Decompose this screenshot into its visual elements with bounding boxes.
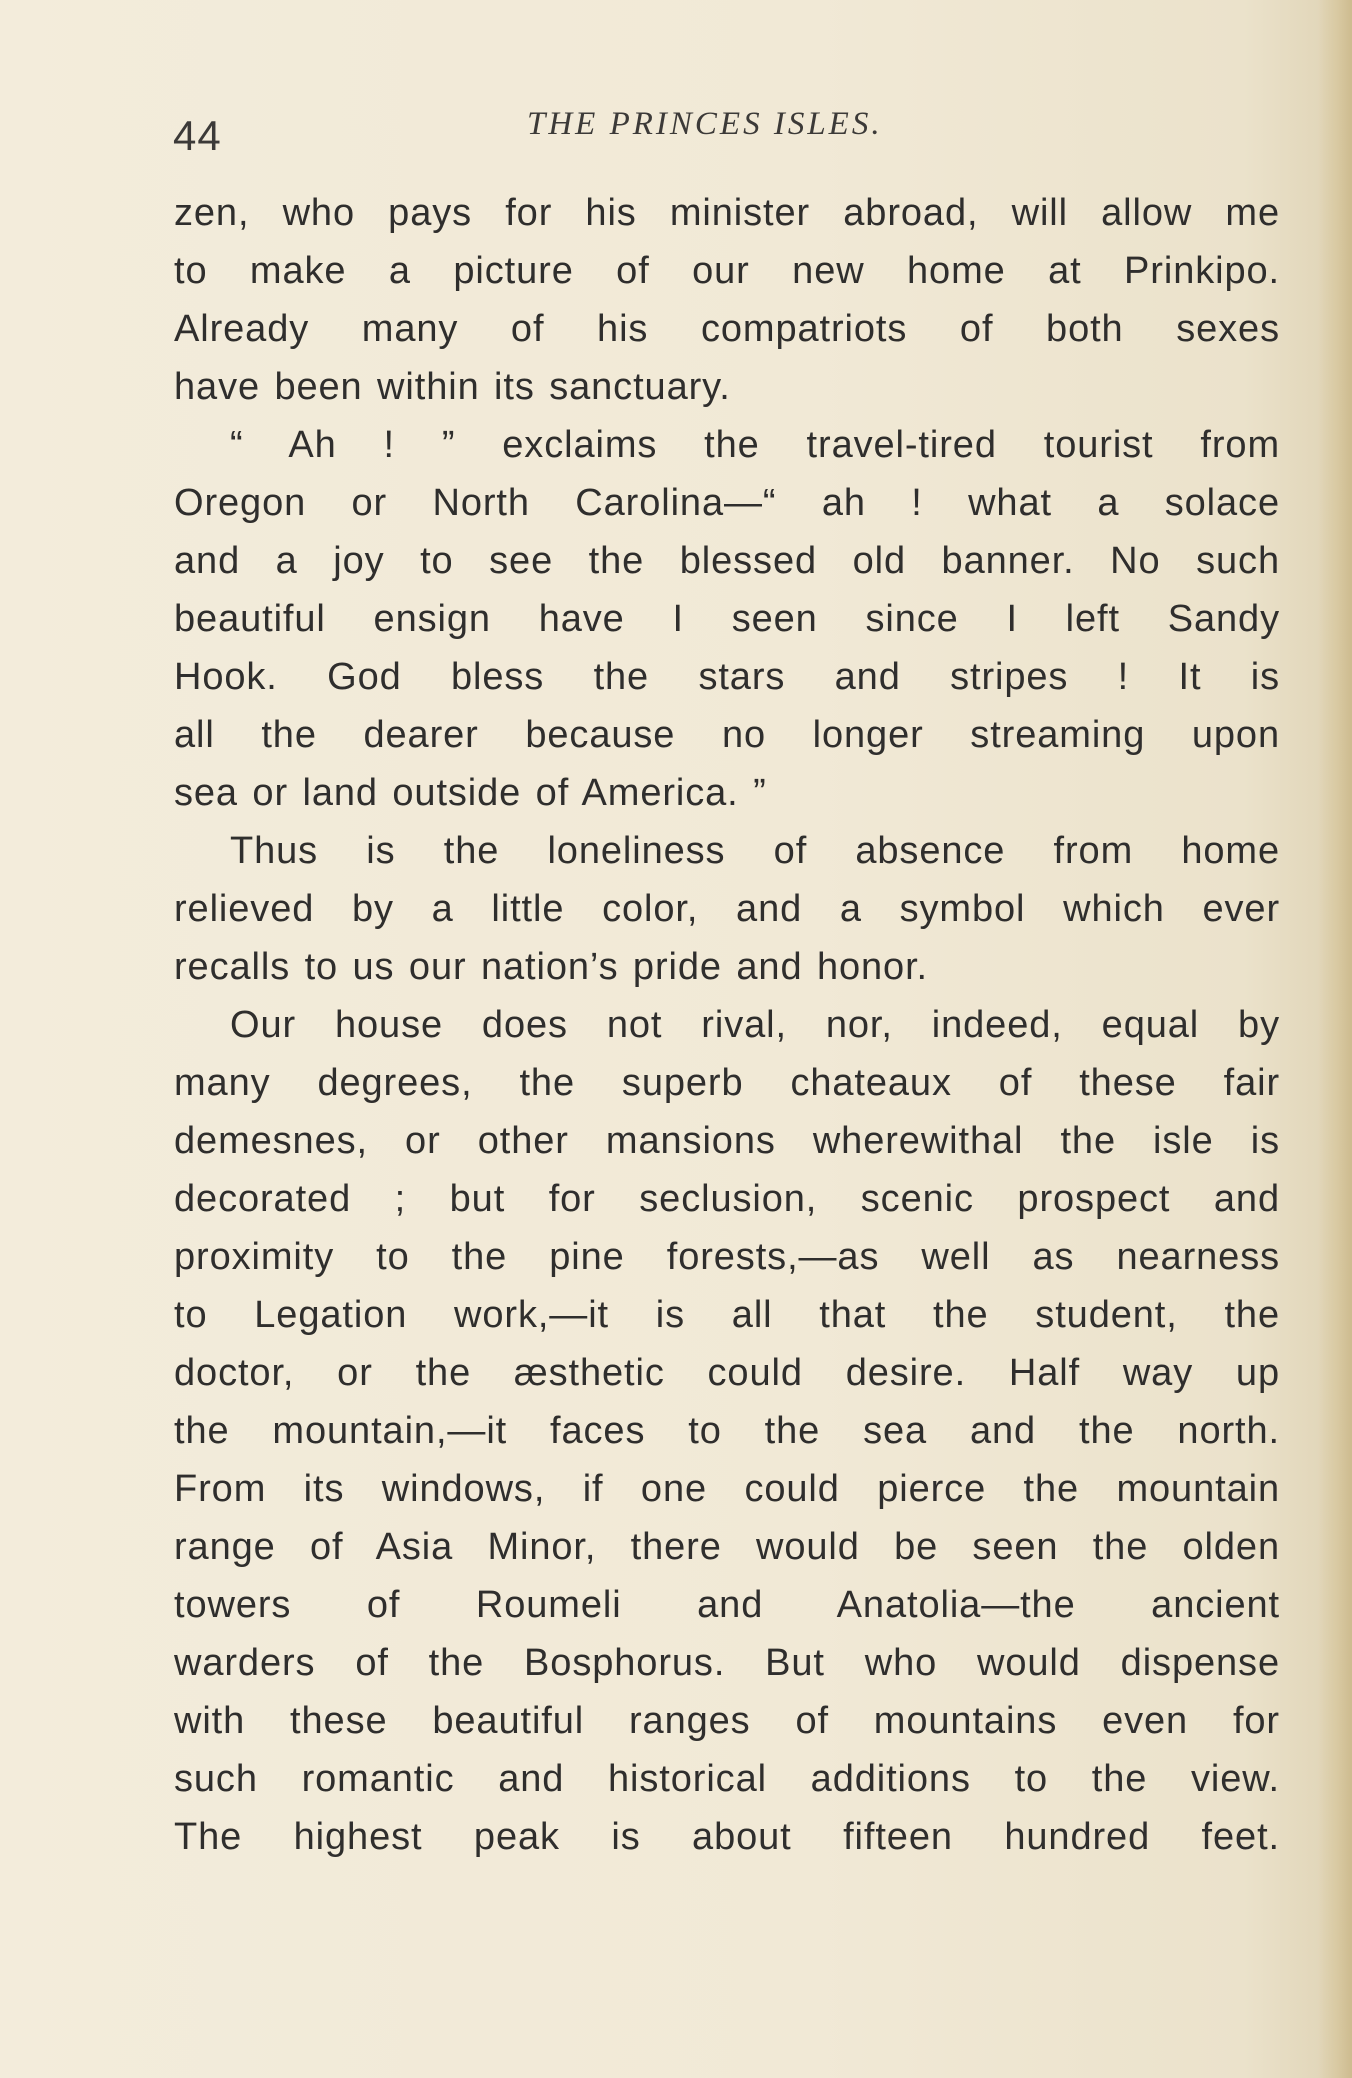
text-line: decorated ; but for seclusion, scenic prospect and: [174, 1178, 1280, 1220]
text-line: and a joy to see the blessed old banner. No such: [174, 540, 1280, 582]
text-line: From its windows, if one could pierce the mountain: [174, 1468, 1280, 1510]
text-line: “ Ah ! ” exclaims the travel-tired tourist from: [230, 424, 1280, 466]
page-header: [0, 100, 1352, 160]
text-line: relieved by a little color, and a symbol which ever: [174, 888, 1280, 930]
text-line: to Legation work,—it is all that the student, the: [174, 1294, 1280, 1336]
text-line: warders of the Bosphorus. But who would dispense: [174, 1642, 1280, 1684]
text-line: beautiful ensign have I seen since I left Sandy: [174, 598, 1280, 640]
text-line: range of Asia Minor, there would be seen the olden: [174, 1526, 1280, 1568]
text-line: Our house does not rival, nor, indeed, equal by: [230, 1004, 1280, 1046]
text-line: all the dearer because no longer streaming upon: [174, 714, 1280, 756]
text-line: Thus is the loneliness of absence from home: [230, 830, 1280, 872]
text-line: demesnes, or other mansions wherewithal the isle is: [174, 1120, 1280, 1162]
text-line: zen, who pays for his minister abroad, will allow me: [174, 192, 1280, 234]
body-text: [174, 184, 1280, 1866]
text-line: with these beautiful ranges of mountains even for: [174, 1700, 1280, 1742]
text-line: The highest peak is about fifteen hundred feet.: [174, 1816, 1280, 1858]
text-line: such romantic and historical additions to the view.: [174, 1758, 1280, 1800]
text-line: Oregon or North Carolina—“ ah ! what a solace: [174, 482, 1280, 524]
text-line: to make a picture of our new home at Prinkipo.: [174, 250, 1280, 292]
page-number: 44: [173, 112, 222, 159]
text-line: sea or land outside of America. ”: [174, 772, 767, 814]
page-edge-shadow: [1318, 0, 1352, 2078]
text-line: have been within its sanctuary.: [174, 366, 731, 408]
running-title: THE PRINCES ISLES.: [527, 106, 883, 142]
text-line: towers of Roumeli and Anatolia—the ancient: [174, 1584, 1280, 1626]
text-line: the mountain,—it faces to the sea and the north.: [174, 1410, 1280, 1452]
text-line: Hook. God bless the stars and stripes ! It is: [174, 656, 1280, 698]
text-line: many degrees, the superb chateaux of these fair: [174, 1062, 1280, 1104]
text-line: recalls to us our nation’s pride and honor.: [174, 946, 928, 988]
text-line: doctor, or the æsthetic could desire. Half way up: [174, 1352, 1280, 1394]
text-line: proximity to the pine forests,—as well as nearness: [174, 1236, 1280, 1278]
text-line: Already many of his compatriots of both sexes: [174, 308, 1280, 350]
